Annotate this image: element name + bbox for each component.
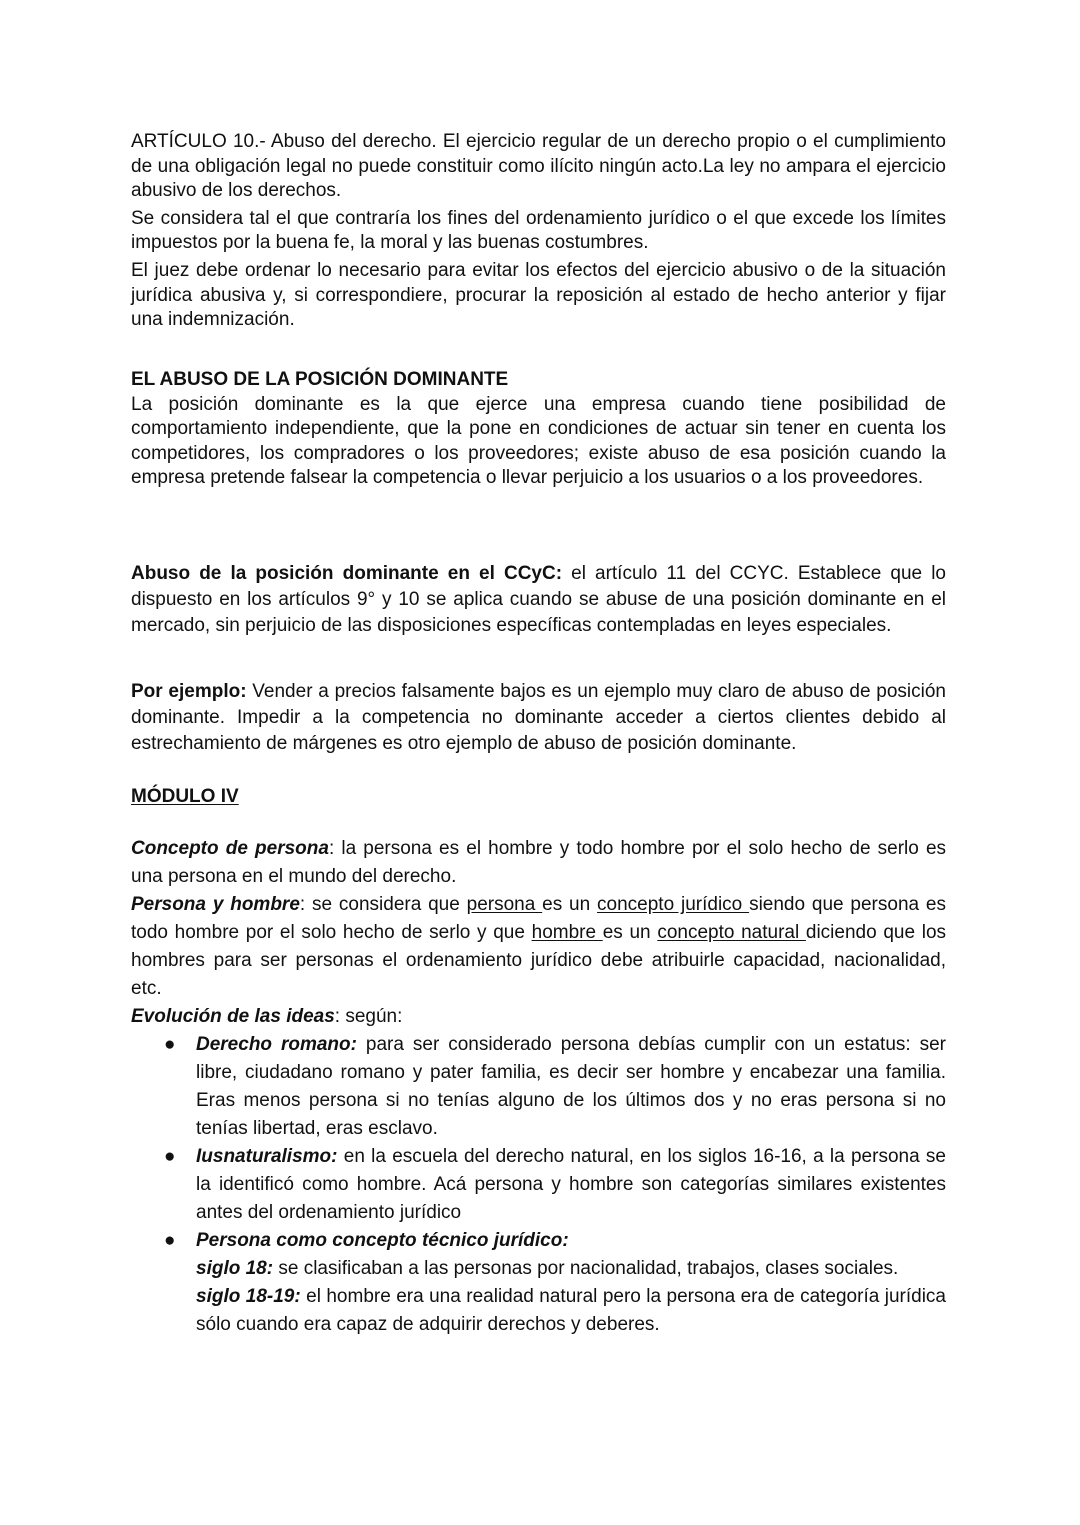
bullet-icon: ● — [164, 1230, 176, 1251]
module-content — [131, 835, 946, 1339]
list-item: ● Persona como concepto técnico jurídico: siglo 18: se clasificaban a las personas por nacionalidad, trabajos, clases sociales. siglo 18-19: el hombre era una realidad natural pero la persona era de categoría jurídica sólo cuando era capaz de adquirir derechos y deberes. — [196, 1227, 946, 1339]
ccyc-label: Abuso de la posición dominante en el CCyC: — [131, 563, 563, 584]
example-paragraph — [131, 679, 946, 757]
bullet-icon: ● — [164, 1146, 176, 1167]
list-item: ● Iusnaturalismo: en la escuela del derecho natural, en los siglos 16-16, a la persona se la identificó como hombre. Acá persona y hombre son categorías similares existentes antes del ordenamiento jurídico — [196, 1143, 946, 1227]
example-text: Vender a precios falsamente bajos es un ejemplo muy claro de abuso de posición dominante. Impedir a la competencia no dominante acceder a ciertos clientes debido al estrechamiento de márgenes es otro ejemplo de abuso de posición dominante. — [131, 681, 946, 754]
article-10 — [131, 130, 946, 333]
ccyc-text: el artículo 11 del CCYC. Establece que lo dispuesto en los artículos 9° y 10 se aplica cuando se abuse de una posición dominante en el mercado, sin perjuicio de las disposiciones específicas contempladas en leyes especiales. — [131, 563, 946, 636]
example-label: Por ejemplo: — [131, 681, 247, 702]
dominant-position-section — [131, 368, 946, 491]
list-item: ● Derecho romano: para ser considerado persona debías cumplir con un estatus: ser libre, ciudadano romano y pater familia, es decir ser hombre y encabezar una familia. Eras menos persona si no tenías alguno de los últimos dos y no eras persona si no tenías libertad, eras esclavo. — [196, 1031, 946, 1143]
section-text: La posición dominante es la que ejerce una empresa cuando tiene posibilidad de comportamiento independiente, que la pone en condiciones de actuar sin tener en cuenta los competidores, los compradores o los proveedores; existe abuso de esa posición cuando la empresa pretende falsear la competencia o llevar perjuicio a los usuarios o a los proveedores. — [131, 393, 946, 489]
article-10-paragraph-3: El juez debe ordenar lo necesario para evitar los efectos del ejercicio abusivo o de la situación jurídica abusiva y, si correspondiere, procurar la reposición al estado de hecho anterior y fijar una indemnización. — [131, 259, 946, 331]
person-man-paragraph: Persona y hombre: se considera que persona es un concepto jurídico siendo que persona es todo hombre por el solo hecho de serlo y que hombre es un concepto natural diciendo que los hombres para ser personas el ordenamiento jurídico debe atribuirle capacidad, nacionalidad, etc. — [131, 894, 947, 999]
evolution-list — [131, 1031, 946, 1339]
evolution-heading: Evolución de las ideas: según: — [131, 1006, 403, 1027]
section-heading: EL ABUSO DE LA POSICIÓN DOMINANTE — [131, 369, 509, 390]
ccyc-paragraph — [131, 561, 946, 639]
article-10-paragraph-1: ARTÍCULO 10.- Abuso del derecho. El ejercicio regular de un derecho propio o el cumplimiento de una obligación legal no puede constituir como ilícito ningún acto.La ley no ampara el ejercicio abusivo de los derechos. — [131, 131, 946, 202]
article-10-paragraph-2: Se considera tal el que contraría los fines del ordenamiento jurídico o el que excede los límites impuestos por la buena fe, la moral y las buenas costumbres. — [131, 207, 946, 254]
module-title: MÓDULO IV — [131, 786, 239, 807]
concept-paragraph: Concepto de persona: la persona es el hombre y todo hombre por el solo hecho de serlo es una persona en el mundo del derecho. — [131, 838, 947, 887]
bullet-icon: ● — [164, 1034, 176, 1055]
